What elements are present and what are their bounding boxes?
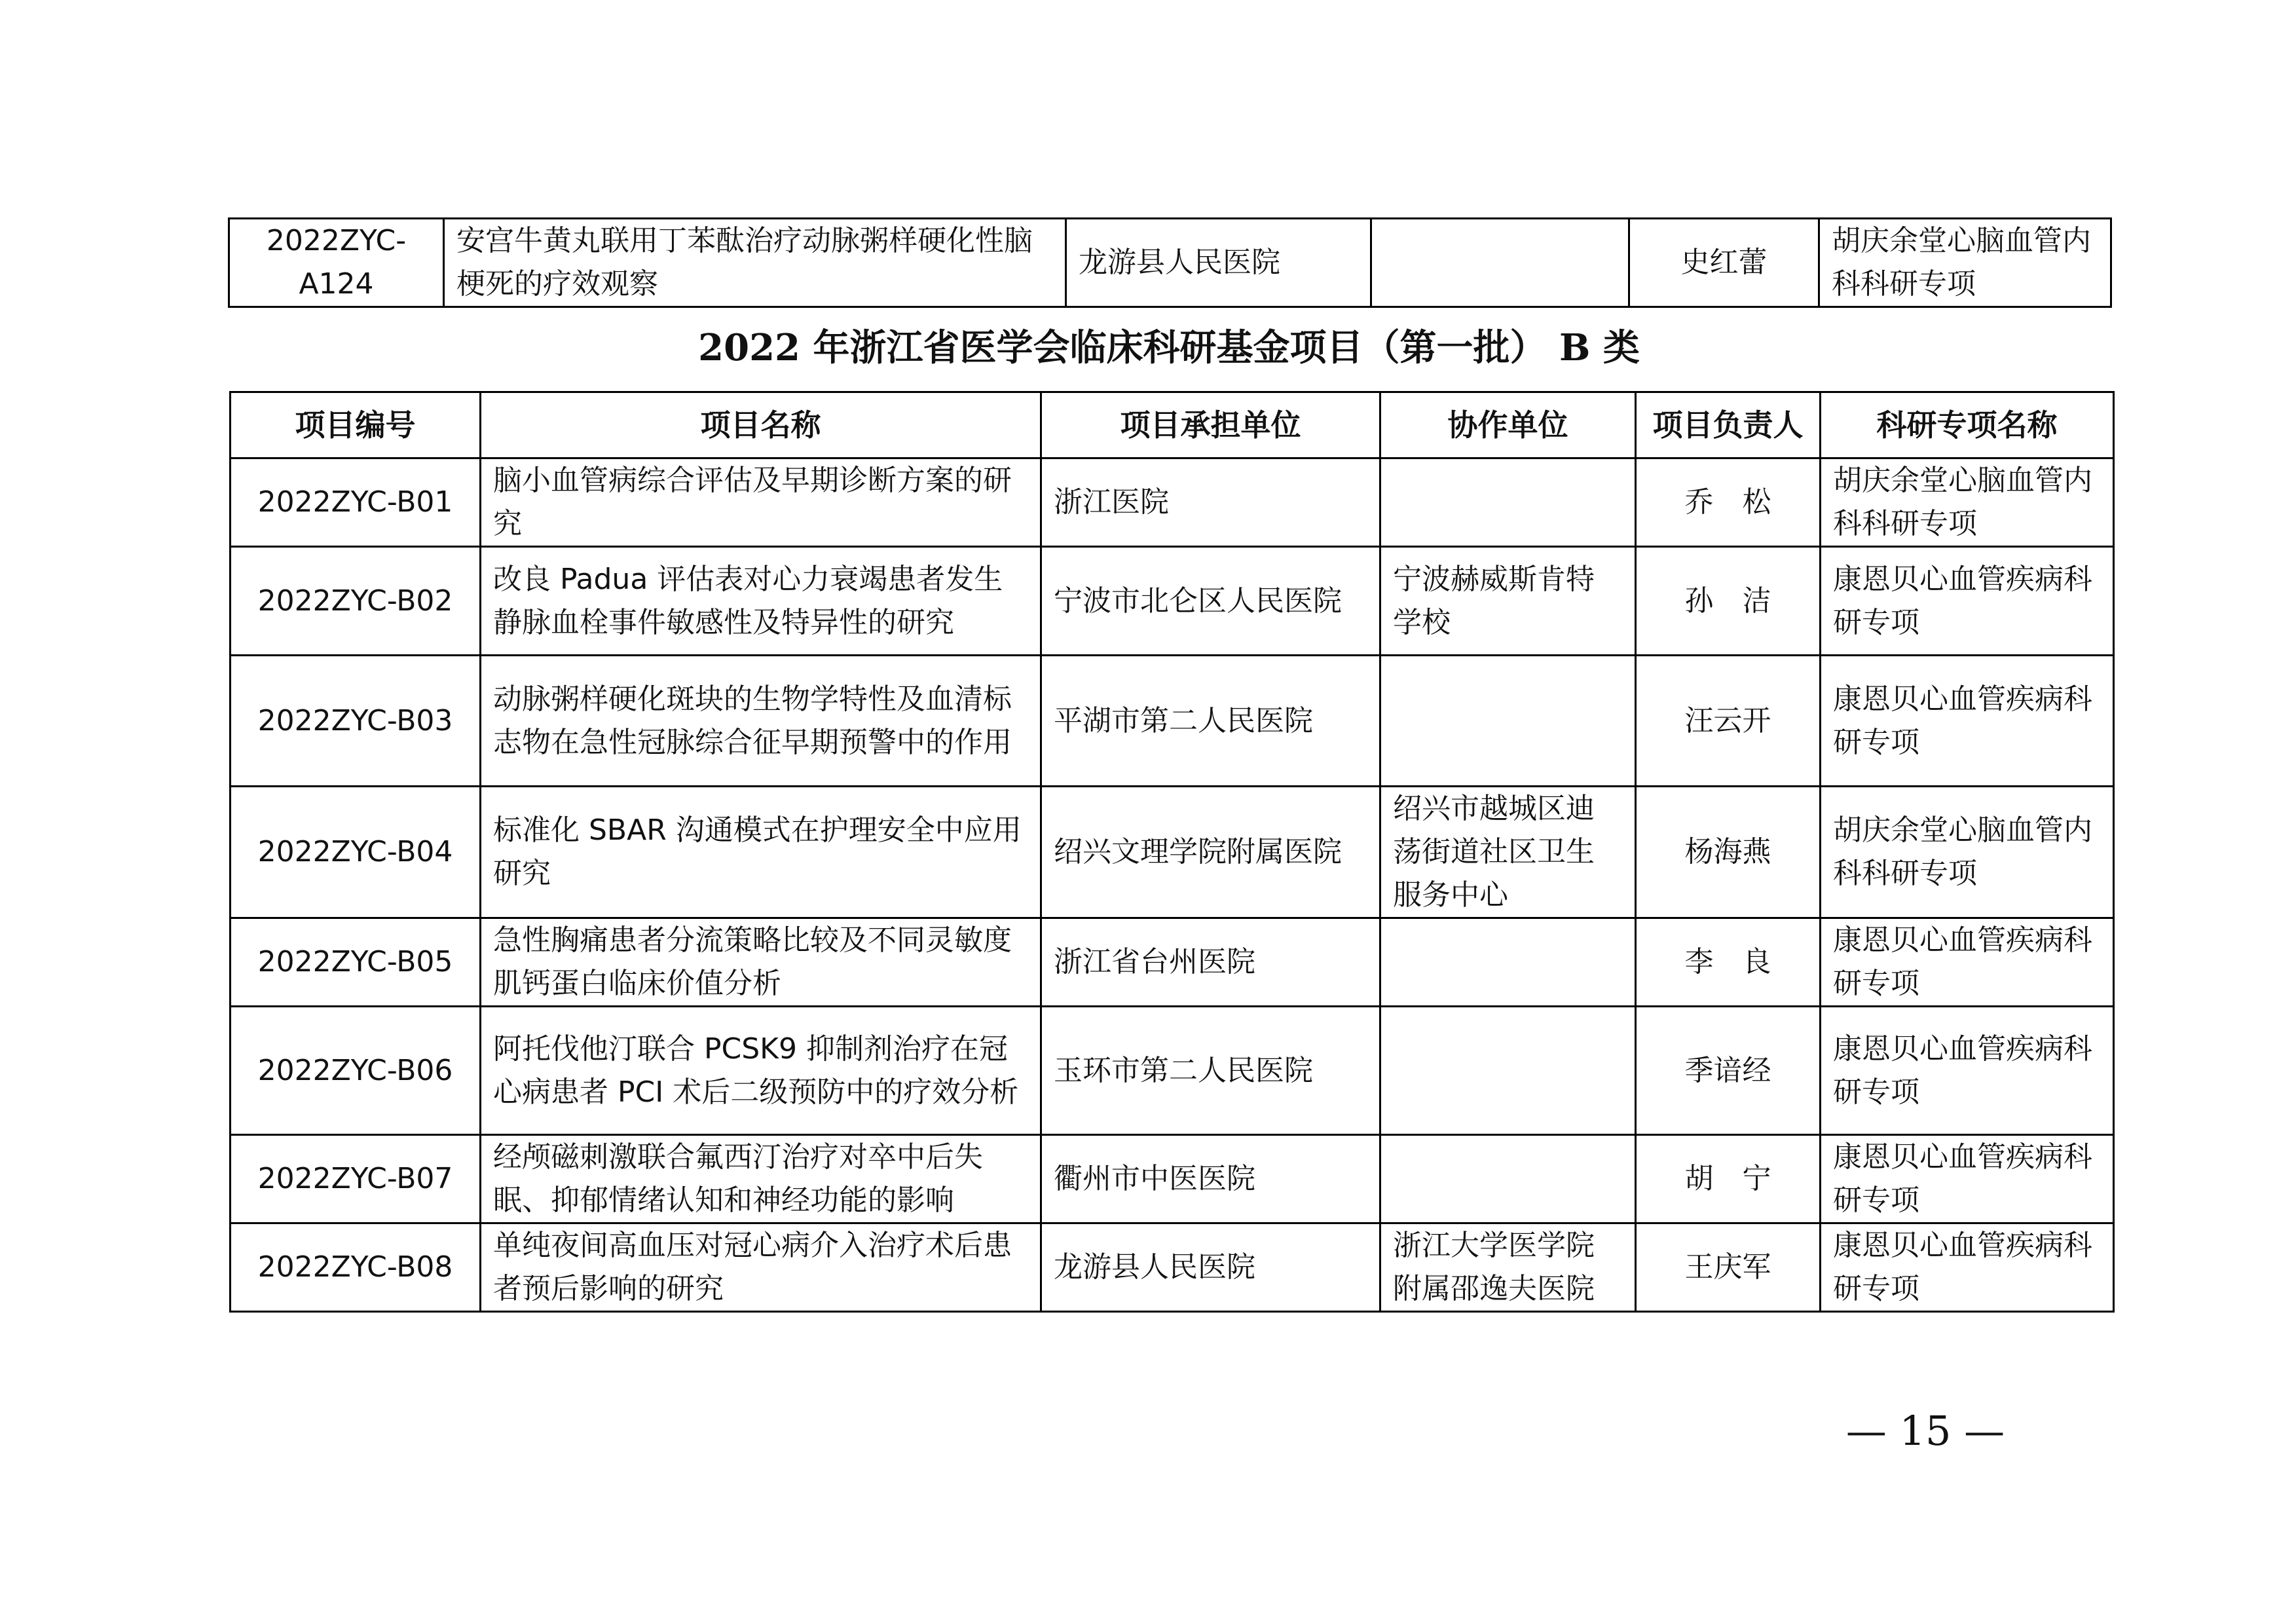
collab-unit-cell [1380, 458, 1636, 547]
table-row [231, 458, 2114, 547]
project-name-cell: 脑小血管病综合评估及早期诊断方案的研究 [481, 458, 1041, 547]
header-collab-unit: 协作单位 [1380, 392, 1636, 458]
project-unit-cell: 龙游县人民医院 [1041, 1223, 1380, 1312]
header-project-lead: 项目负责人 [1636, 392, 1821, 458]
project-id-cell: 2022ZYC-B06 [231, 1007, 481, 1135]
collab-unit-cell [1380, 1007, 1636, 1135]
project-unit-cell: 浙江医院 [1041, 458, 1380, 547]
project-name-cell: 单纯夜间高血压对冠心病介入治疗术后患者预后影响的研究 [481, 1223, 1041, 1312]
project-unit-cell: 平湖市第二人民医院 [1041, 656, 1380, 787]
collab-unit-cell: 浙江大学医学院附属邵逸夫医院 [1380, 1223, 1636, 1312]
table-row [231, 787, 2114, 918]
header-special-name: 科研专项名称 [1821, 392, 2114, 458]
project-id-cell: 2022ZYC-A124 [229, 219, 444, 307]
project-unit-cell: 绍兴文理学院附属医院 [1041, 787, 1380, 918]
project-id-cell: 2022ZYC-B02 [231, 547, 481, 656]
header-project-name: 项目名称 [481, 392, 1041, 458]
section-title: 2022 年浙江省医学会临床科研基金项目（第一批） B 类 [698, 326, 1640, 369]
table-row [231, 918, 2114, 1007]
project-id-cell: 2022ZYC-B08 [231, 1223, 481, 1312]
project-lead-cell: 季谙经 [1636, 1007, 1821, 1135]
project-table-b [229, 391, 2115, 1313]
project-unit-cell: 宁波市北仑区人民医院 [1041, 547, 1380, 656]
project-name-cell: 阿托伐他汀联合 PCSK9 抑制剂治疗在冠心病患者 PCI 术后二级预防中的疗效分析 [481, 1007, 1041, 1135]
special-name-cell: 胡庆余堂心脑血管内科科研专项 [1821, 458, 2114, 547]
collab-unit-cell [1380, 1135, 1636, 1223]
table-row [231, 1223, 2114, 1312]
continued-table-a [228, 217, 2112, 308]
collab-unit-cell: 绍兴市越城区迪荡街道社区卫生服务中心 [1380, 787, 1636, 918]
project-unit-cell: 龙游县人民医院 [1066, 219, 1371, 307]
table-row [231, 1007, 2114, 1135]
project-id-cell: 2022ZYC-B01 [231, 458, 481, 547]
special-name-cell: 康恩贝心血管疾病科研专项 [1821, 918, 2114, 1007]
special-name-cell: 康恩贝心血管疾病科研专项 [1821, 656, 2114, 787]
table-row [231, 547, 2114, 656]
special-name-cell: 胡庆余堂心脑血管内科科研专项 [1821, 787, 2114, 918]
project-unit-cell: 浙江省台州医院 [1041, 918, 1380, 1007]
header-project-unit: 项目承担单位 [1041, 392, 1380, 458]
collab-unit-cell [1371, 219, 1629, 307]
project-id-cell: 2022ZYC-B05 [231, 918, 481, 1007]
project-lead-cell: 杨海燕 [1636, 787, 1821, 918]
project-id-cell: 2022ZYC-B03 [231, 656, 481, 787]
special-name-cell: 胡庆余堂心脑血管内科科研专项 [1819, 219, 2111, 307]
project-name-cell: 动脉粥样硬化斑块的生物学特性及血清标志物在急性冠脉综合征早期预警中的作用 [481, 656, 1041, 787]
project-name-cell: 改良 Padua 评估表对心力衰竭患者发生静脉血栓事件敏感性及特异性的研究 [481, 547, 1041, 656]
project-lead-cell: 史红蕾 [1629, 219, 1819, 307]
table-row [231, 1135, 2114, 1223]
project-unit-cell: 衢州市中医医院 [1041, 1135, 1380, 1223]
project-id-cell: 2022ZYC-B04 [231, 787, 481, 918]
header-project-id: 项目编号 [231, 392, 481, 458]
project-lead-cell: 胡 宁 [1636, 1135, 1821, 1223]
project-lead-cell: 孙 洁 [1636, 547, 1821, 656]
special-name-cell: 康恩贝心血管疾病科研专项 [1821, 547, 2114, 656]
project-id-cell: 2022ZYC-B07 [231, 1135, 481, 1223]
collab-unit-cell [1380, 656, 1636, 787]
table-row [229, 219, 2111, 307]
special-name-cell: 康恩贝心血管疾病科研专项 [1821, 1007, 2114, 1135]
table-row [231, 656, 2114, 787]
project-name-cell: 标准化 SBAR 沟通模式在护理安全中应用研究 [481, 787, 1041, 918]
project-lead-cell: 乔 松 [1636, 458, 1821, 547]
table-header-row [231, 392, 2114, 458]
project-lead-cell: 王庆军 [1636, 1223, 1821, 1312]
project-lead-cell: 李 良 [1636, 918, 1821, 1007]
project-name-cell: 安宫牛黄丸联用丁苯酞治疗动脉粥样硬化性脑梗死的疗效观察 [444, 219, 1066, 307]
project-name-cell: 急性胸痛患者分流策略比较及不同灵敏度肌钙蛋白临床价值分析 [481, 918, 1041, 1007]
special-name-cell: 康恩贝心血管疾病科研专项 [1821, 1135, 2114, 1223]
special-name-cell: 康恩贝心血管疾病科研专项 [1821, 1223, 2114, 1312]
project-lead-cell: 汪云开 [1636, 656, 1821, 787]
project-name-cell: 经颅磁刺激联合氟西汀治疗对卒中后失眠、抑郁情绪认知和神经功能的影响 [481, 1135, 1041, 1223]
page-number: — 15 — [1845, 1407, 2005, 1455]
collab-unit-cell: 宁波赫威斯肯特学校 [1380, 547, 1636, 656]
collab-unit-cell [1380, 918, 1636, 1007]
project-unit-cell: 玉环市第二人民医院 [1041, 1007, 1380, 1135]
